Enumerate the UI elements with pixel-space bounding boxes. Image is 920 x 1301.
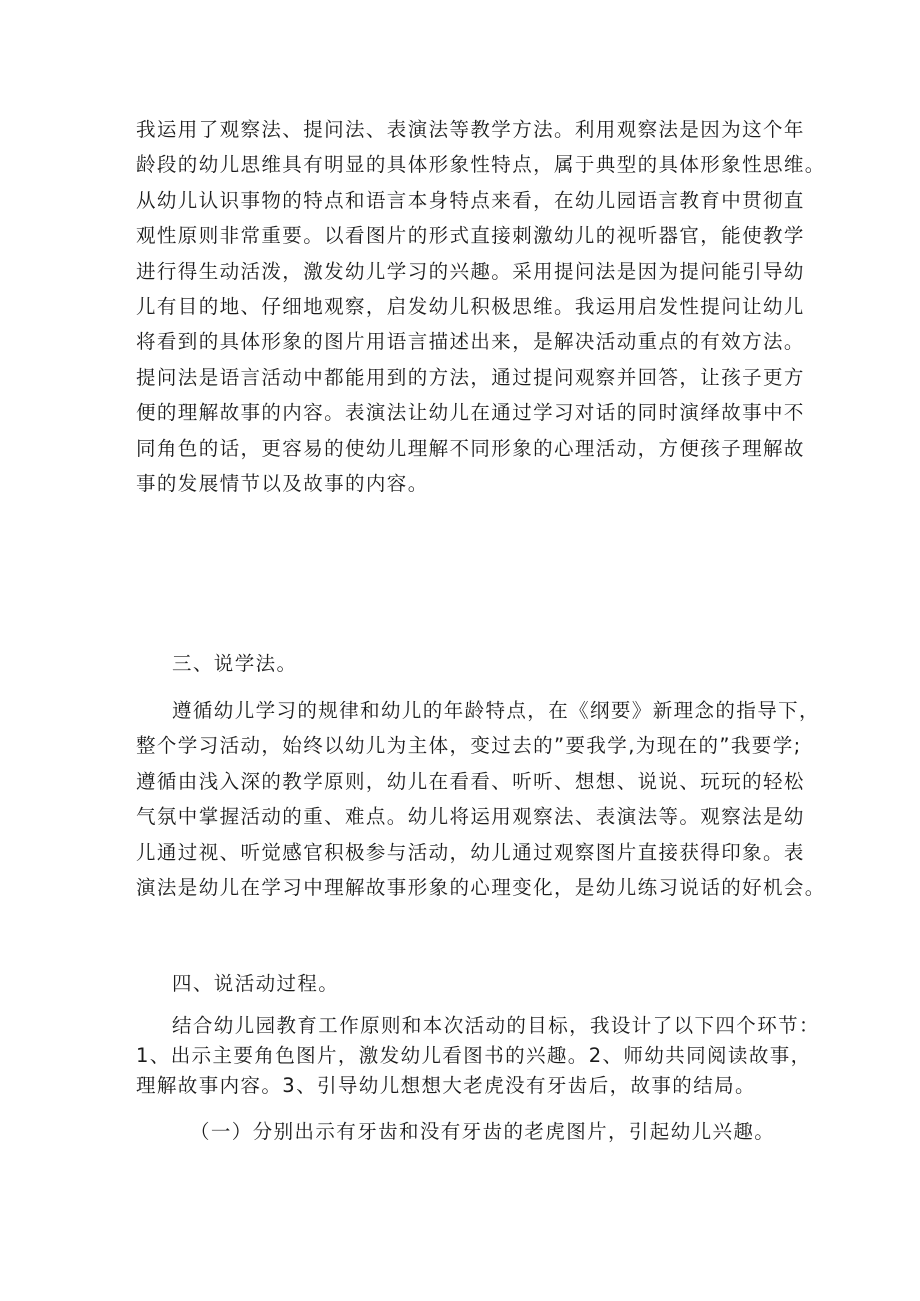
section-heading-activity-process: 四、说活动过程。 [172, 972, 340, 995]
text-line: 遵循幼儿学习的规律和幼儿的年龄特点，在《纲要》新理念的指导下， [172, 699, 820, 722]
text-line: 事的发展情节以及故事的内容。 [136, 471, 429, 495]
subheading-show-tiger-pictures: （一）分别出示有牙齿和没有牙齿的老虎图片，引起幼儿兴趣。 [190, 1120, 776, 1143]
text-line: 儿有目的地、仔细地观察，启发幼儿积极思维。我运用启发性提问让幼儿 [136, 294, 805, 318]
section-heading-learning-methods: 三、说学法。 [172, 652, 298, 675]
text-line: 便的理解故事的内容。表演法让幼儿在通过学习对话的同时演绎故事中不 [136, 401, 805, 425]
text-line: 龄段的幼儿思维具有明显的具体形象性特点，属于典型的具体形象性思维。 [136, 153, 826, 177]
text-line: 理解故事内容。3、引导幼儿想想大老虎没有牙齿后，故事的结局。 [136, 1074, 756, 1097]
text-line: 气氛中掌握活动的重、难点。幼儿将运用观察法、表演法等。观察法是幼 [136, 805, 805, 829]
text-line: 将看到的具体形象的图片用语言描述出来，是解决活动重点的有效方法。 [136, 330, 805, 354]
text-line: 演法是幼儿在学习中理解故事形象的心理变化，是幼儿练习说话的好机会。 [136, 875, 826, 899]
text-line: 1、出示主要角色图片，激发幼儿看图书的兴趣。2、师幼共同阅读故事， [136, 1044, 812, 1067]
text-line: 进行得生动活泼，激发幼儿学习的兴趣。采用提问法是因为提问能引导幼 [136, 259, 805, 283]
text-line: 同角色的话，更容易的使幼儿理解不同形象的心理活动，方便孩子理解故 [136, 436, 805, 460]
text-line: 结合幼儿园教育工作原则和本次活动的目标，我设计了以下四个环节： [172, 1014, 820, 1037]
text-line: 从幼儿认识事物的特点和语言本身特点来看，在幼儿园语言教育中贯彻直 [136, 188, 805, 212]
text-line: 遵循由浅入深的教学原则，幼儿在看看、听听、想想、说说、玩玩的轻松 [136, 769, 805, 793]
text-line: 整个学习活动，始终以幼儿为主体，变过去的”要我学,为现在的”我要学; [136, 734, 802, 758]
text-line: 我运用了观察法、提问法、表演法等教学方法。利用观察法是因为这个年 [136, 118, 805, 141]
paragraph-activity-process [136, 1011, 820, 1101]
text-line: 儿通过视、听觉感官积极参与活动，幼儿通过观察图片直接获得印象。表 [136, 840, 805, 864]
paragraph-learning-methods [136, 693, 826, 905]
text-line: 提问法是语言活动中都能用到的方法，通过提问观察并回答，让孩子更方 [136, 365, 805, 389]
text-line: 观性原则非常重要。以看图片的形式直接刺激幼儿的视听器官，能使教学 [136, 224, 805, 248]
paragraph-teaching-methods [136, 112, 826, 501]
